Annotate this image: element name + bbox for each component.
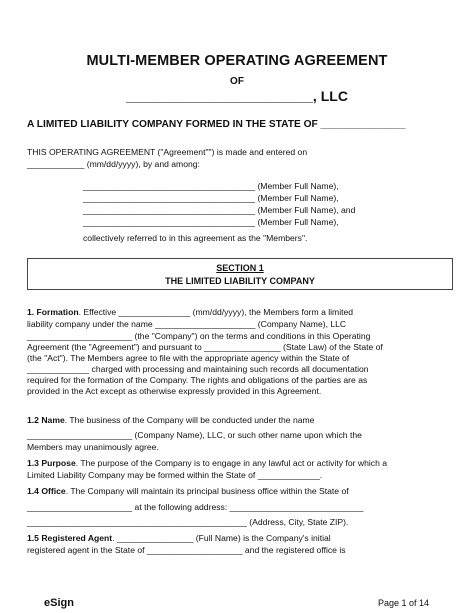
company-name-line: ________________________, LLC (126, 88, 348, 104)
agent-line: 1.5 Registered Agent. ________________ (Full Name) is the Company's initial (27, 533, 331, 543)
formation-line: 1. Formation. Effective _______________ (mm/dd/yyyy), the Members form a limited (27, 307, 354, 317)
formation-line: liability company under the name _____________________ (Company Name), LLC (27, 319, 347, 329)
document-title: MULTI-MEMBER OPERATING AGREEMENT (86, 53, 388, 69)
name-line: Members may unanimously agree. (27, 442, 159, 452)
agent-label: 1.5 Registered Agent (27, 533, 113, 543)
page-number: Page 1 of 14 (377, 598, 429, 608)
name-label: 1.2 Name (27, 415, 65, 425)
formation-line: ______________________ (the "Company") on the terms and conditions in this Operating (27, 331, 371, 341)
section-title: THE LIMITED LIABILITY COMPANY (165, 276, 315, 286)
purpose-line: 1.3 Purpose. The purpose of the Company is to engage in any lawful act or activity for which a (27, 458, 388, 468)
office-line: 1.4 Office. The Company will maintain its principal business office within the State of (27, 486, 349, 496)
formation-label: 1. Formation (27, 307, 79, 317)
intro-line-2: ____________ (mm/dd/yyyy), by and among: (27, 159, 200, 169)
esign-logo: eSign (44, 597, 74, 609)
section-heading: SECTION 1 (216, 263, 264, 273)
agent-line: registered agent in the State of ____________________ and the registered office is (27, 545, 346, 555)
section-header-box (27, 258, 453, 290)
name-line: 1.2 Name. The business of the Company will be conducted under the name (27, 415, 315, 425)
purpose-line: Limited Liability Company may be formed within the State of _____________. (27, 470, 323, 480)
office-line: ______________________________________________ (Address, City, State ZIP). (27, 517, 349, 527)
formation-line: provided in the Act except as otherwise expressly provided in this Agreement. (27, 386, 322, 396)
office-line: ______________________ at the following address: ____________________________ (27, 502, 364, 512)
purpose-label: 1.3 Purpose (27, 458, 76, 468)
formation-line: Agreement (the "Agreement") and pursuant to ________________ (State Law) of the State of (27, 342, 383, 352)
member-line: ____________________________________ (Member Full Name), (83, 193, 339, 203)
member-line: ____________________________________ (Member Full Name), and (83, 205, 356, 215)
member-line: ____________________________________ (Member Full Name), (83, 217, 339, 227)
formation-state-line: A LIMITED LIABILITY COMPANY FORMED IN THE STATE OF _______________ (27, 119, 406, 130)
name-line: ______________________ (Company Name), LLC, or such other name upon which the (27, 430, 362, 440)
title-of: OF (230, 76, 244, 87)
office-label: 1.4 Office (27, 486, 66, 496)
formation-line: required for the formation of the Company. The rights and obligations of the parties are as (27, 375, 368, 385)
collective-line: collectively referred to in this agreement as the "Members". (83, 233, 308, 243)
intro-line-1: THIS OPERATING AGREEMENT ("Agreement"") is made and entered on (27, 147, 308, 157)
member-line: ____________________________________ (Member Full Name), (83, 181, 339, 191)
formation-line: _____________ charged with processing and maintaining such records all documentation (27, 364, 369, 374)
formation-line: (the "Act"). The Members agree to file with the appropriate agency within the State of (27, 353, 350, 363)
